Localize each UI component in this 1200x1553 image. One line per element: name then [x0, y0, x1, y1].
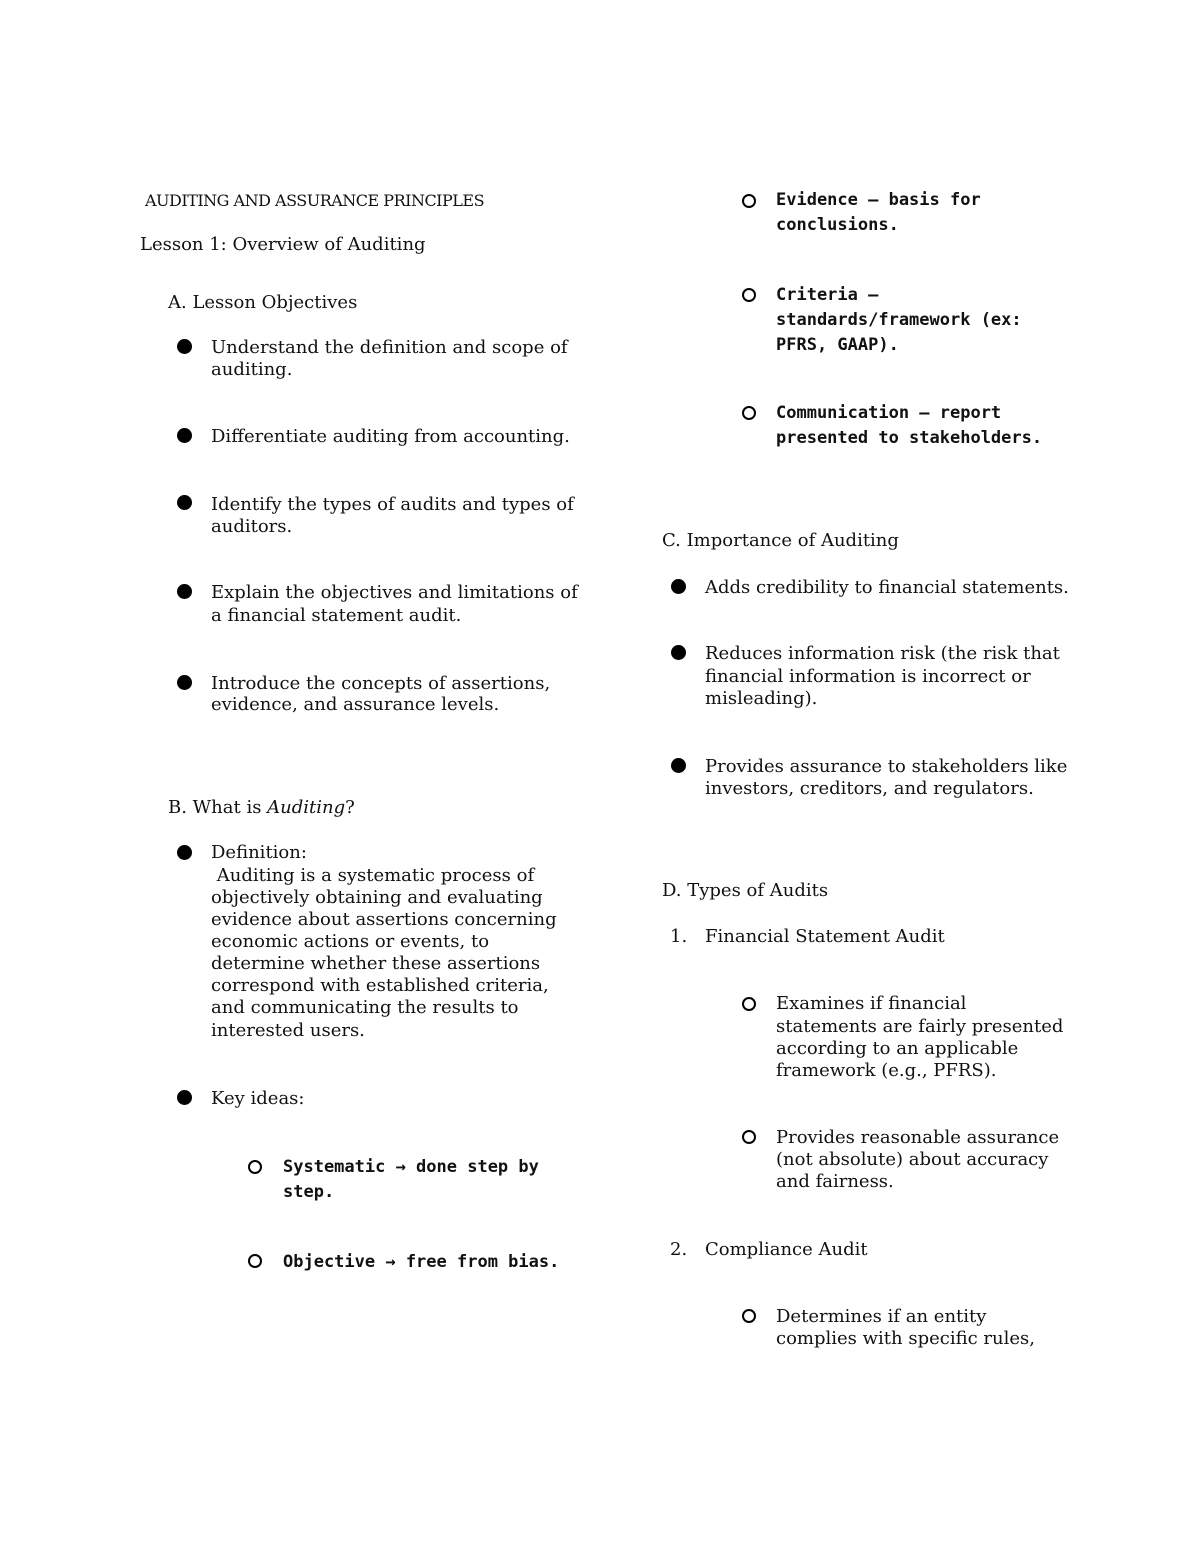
section-d-heading: D. Types of Audits — [662, 880, 829, 901]
fs-audit-point-2-line-3: and fairness. — [776, 1171, 894, 1192]
objective-3-line-1: Identify the types of audits and types of — [211, 494, 574, 515]
key-idea-1-line-2: step. — [283, 1182, 335, 1202]
definition-line-5: determine whether these assertions — [211, 953, 541, 974]
bullet-icon — [671, 758, 686, 773]
fs-audit-point-1-line-3: according to an applicable — [776, 1038, 1019, 1059]
definition-line-8: interested users. — [211, 1020, 365, 1041]
circle-bullet-icon — [742, 406, 756, 420]
definition-line-3: evidence about assertions concerning — [211, 909, 557, 930]
objective-3-line-2: auditors. — [211, 516, 293, 537]
fs-audit-point-1-line-4: framework (e.g., PFRS). — [776, 1060, 997, 1081]
bullet-icon — [177, 584, 192, 599]
circle-bullet-icon — [248, 1254, 262, 1268]
bullet-icon — [671, 645, 686, 660]
fs-audit-point-1-line-2: statements are fairly presented — [776, 1016, 1064, 1037]
definition-line-2: objectively obtaining and evaluating — [211, 887, 543, 908]
importance-2-line-1: Reduces information risk (the risk that — [705, 643, 1060, 664]
section-a-heading: A. Lesson Objectives — [168, 292, 358, 313]
key-idea-4-line-2: standards/framework (ex: — [776, 310, 1022, 330]
key-idea-5-line-2: presented to stakeholders. — [776, 428, 1043, 448]
key-ideas-label: Key ideas: — [211, 1088, 305, 1109]
key-idea-4-line-1: Criteria – — [776, 285, 879, 305]
section-b-heading-term: Auditing — [267, 797, 346, 818]
objective-5-line-1: Introduce the concepts of assertions, — [211, 673, 551, 694]
key-idea-3-line-1: Evidence – basis for — [776, 190, 981, 210]
bullet-icon — [177, 339, 192, 354]
audit-type-1-name: Financial Statement Audit — [705, 926, 945, 947]
circle-bullet-icon — [742, 997, 756, 1011]
key-idea-4-line-3: PFRS, GAAP). — [776, 335, 899, 355]
section-b-heading — [168, 797, 355, 819]
section-b-heading-suffix: ? — [345, 797, 355, 818]
audit-type-2-name: Compliance Audit — [705, 1239, 868, 1260]
audit-type-2-number: 2. — [670, 1239, 688, 1260]
compliance-point-1-line-2: complies with specific rules, — [776, 1328, 1035, 1349]
definition-label: Definition: — [211, 842, 307, 863]
circle-bullet-icon — [742, 1309, 756, 1323]
objective-1-line-2: auditing. — [211, 359, 293, 380]
bullet-icon — [177, 495, 192, 510]
bullet-icon — [177, 845, 192, 860]
section-b-heading-prefix: B. What is — [168, 797, 268, 818]
audit-type-1-number: 1. — [670, 926, 688, 947]
objective-1-line-1: Understand the definition and scope of — [211, 337, 568, 358]
importance-2-line-2: financial information is incorrect or — [705, 666, 1031, 687]
definition-line-7: and communicating the results to — [211, 997, 519, 1018]
key-idea-1-line-1: Systematic → done step by — [283, 1157, 539, 1177]
importance-2-line-3: misleading). — [705, 688, 818, 709]
compliance-point-1-line-1: Determines if an entity — [776, 1306, 987, 1327]
key-idea-3-line-2: conclusions. — [776, 215, 899, 235]
key-idea-5-line-1: Communication – report — [776, 403, 1002, 423]
bullet-icon — [177, 675, 192, 690]
importance-3-line-1: Provides assurance to stakeholders like — [705, 756, 1068, 777]
importance-1-line-1: Adds credibility to financial statements. — [705, 577, 1069, 598]
definition-line-6: correspond with established criteria, — [211, 975, 549, 996]
lesson-title: Lesson 1: Overview of Auditing — [140, 234, 426, 255]
key-idea-2-line-1: Objective → free from bias. — [283, 1252, 560, 1272]
fs-audit-point-2-line-1: Provides reasonable assurance — [776, 1127, 1060, 1148]
circle-bullet-icon — [742, 1130, 756, 1144]
objective-4-line-1: Explain the objectives and limitations of — [211, 582, 578, 603]
definition-line-1: Auditing is a systematic process of — [211, 865, 535, 886]
fs-audit-point-2-line-2: (not absolute) about accuracy — [776, 1149, 1049, 1170]
section-c-heading: C. Importance of Auditing — [662, 530, 899, 551]
circle-bullet-icon — [248, 1160, 262, 1174]
circle-bullet-icon — [742, 288, 756, 302]
definition-line-4: economic actions or events, to — [211, 931, 490, 952]
bullet-icon — [177, 428, 192, 443]
objective-5-line-2: evidence, and assurance levels. — [211, 694, 500, 715]
fs-audit-point-1-line-1: Examines if financial — [776, 993, 967, 1014]
document-title: AUDITING AND ASSURANCE PRINCIPLES — [145, 191, 485, 210]
circle-bullet-icon — [742, 194, 756, 208]
bullet-icon — [177, 1090, 192, 1105]
importance-3-line-2: investors, creditors, and regulators. — [705, 778, 1034, 799]
objective-2-line-1: Differentiate auditing from accounting. — [211, 426, 570, 447]
objective-4-line-2: a financial statement audit. — [211, 605, 462, 626]
bullet-icon — [671, 579, 686, 594]
